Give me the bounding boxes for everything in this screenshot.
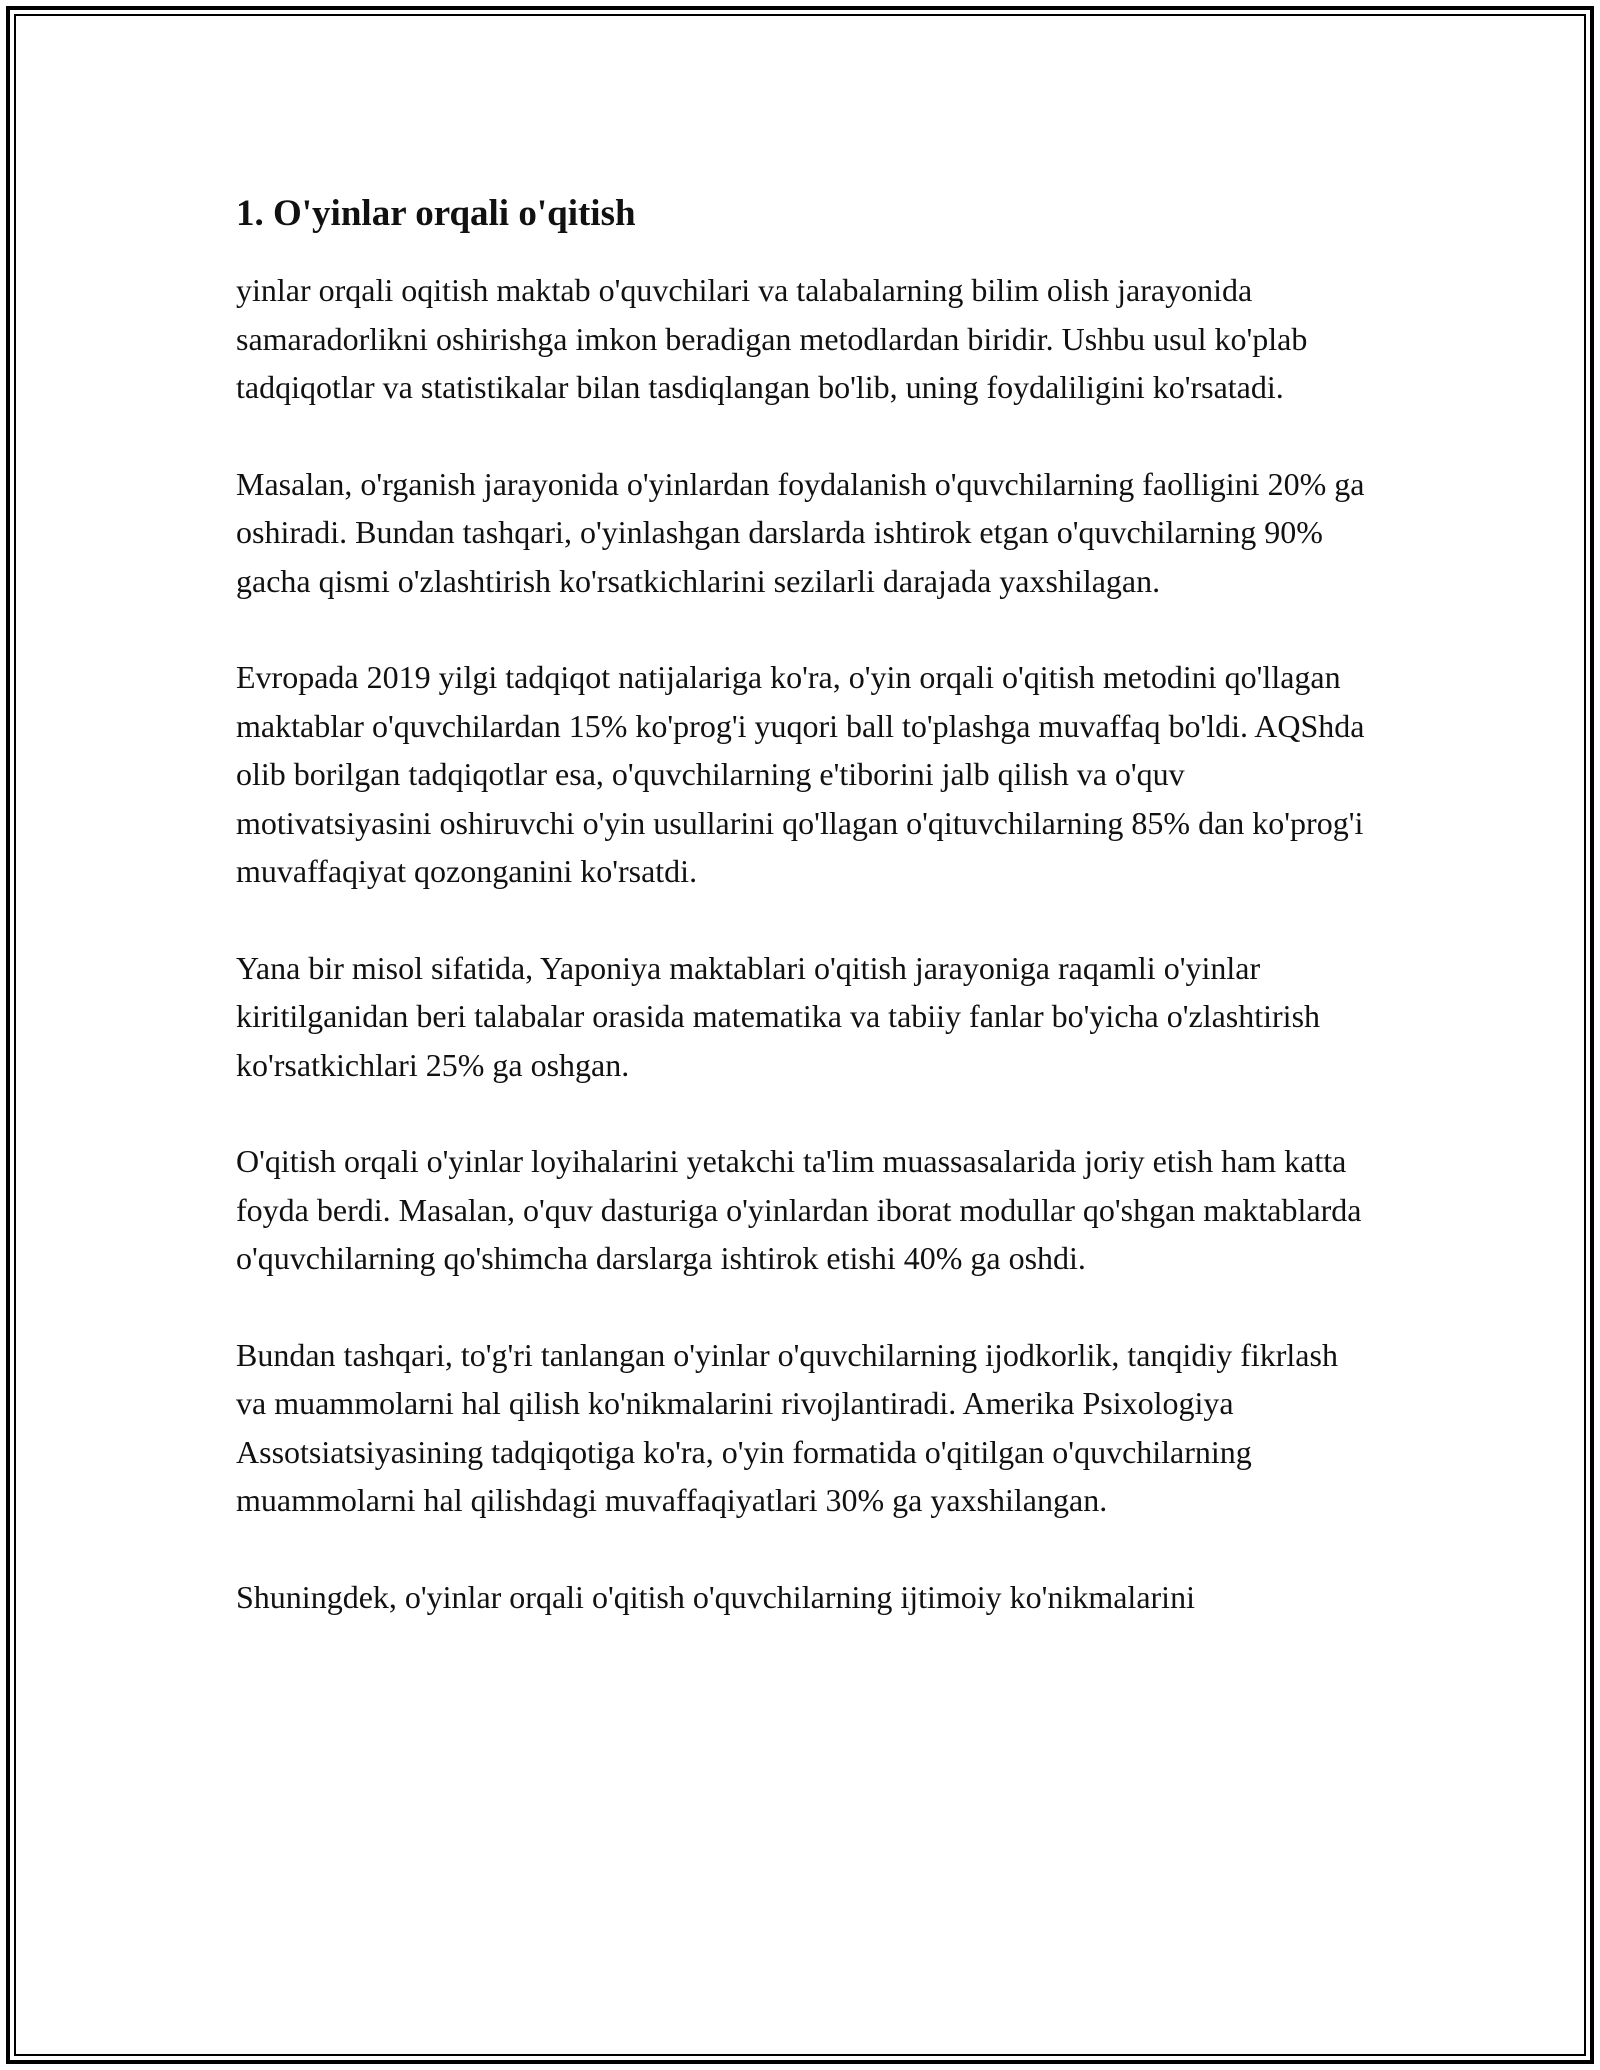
paragraph-europe-usa-research: Evropada 2019 yilgi tadqiqot natijalariga ko'ra, o'yin orqali o'qitish metodini qo'llagan maktablar o'quvchilardan 15% ko'prog'i yuqori ball to'plashga muvaffaq bo'ldi. AQShda olib borilgan tadqiqotlar esa, o'quvchilarning e'tiborini jalb qilish va o'quv motivatsiyasini oshiruvchi o'yin usullarini qo'llagan o'qituvchilarning 85% dan ko'prog'i muvaffaqiyat qozonganini ko'rsatdi. [236, 659, 1365, 889]
paragraph-institution-projects: O'qitish orqali o'yinlar loyihalarini yetakchi ta'lim muassasalarida joriy etish ham katta foyda berdi. Masalan, o'quv dasturiga o'yinlardan iborat modullar qo'shgan maktablarda o'quvchilarning qo'shimcha darslarga ishtirok etishi 40% ga oshdi. [236, 1143, 1362, 1276]
paragraph-social-skills: Shuningdek, o'yinlar orqali o'qitish o'quvchilarning ijtimoiy ko'nikmalarini [236, 1578, 1195, 1615]
paragraph-skills-development: Bundan tashqari, to'g'ri tanlangan o'yinlar o'quvchilarning ijodkorlik, tanqidiy fikrlash va muammolarni hal qilish ko'nikmalarini rivojlantiradi. Amerika Psixologiya Assotsiatsiyasining tadqiqotiga ko'ra, o'yin formatida o'qitilgan o'quvchilarning muammolarni hal qilishdagi muvaffaqiyatlari 30% ga yaxshilangan. [236, 1336, 1338, 1518]
section-heading: 1. O'yinlar orqali o'qitish [236, 193, 636, 234]
paragraph-intro: yinlar orqali oqitish maktab o'quvchilari va talabalarning bilim olish jarayonida samaradorlikni oshirishga imkon beradigan metodlardan biridir. Ushbu usul ko'plab tadqiqotlar va statistikalar bilan tasdiqlangan bo'lib, uning foydaliligini ko'rsatadi. [236, 272, 1308, 405]
paragraph-japan-example: Yana bir misol sifatida, Yaponiya maktablari o'qitish jarayoniga raqamli o'yinlar kiritilganidan beri talabalar orasida matematika va tabiiy fanlar bo'yicha o'zlashtirish ko'rsatkichlari 25% ga oshgan. [236, 949, 1321, 1083]
paragraph-activity-statistics: Masalan, o'rganish jarayonida o'yinlardan foydalanish o'quvchilarning faolligini 20% ga oshiradi. Bundan tashqari, o'yinlashgan darslarda ishtirok etgan o'quvchilarning 90% gacha qismi o'zlashtirish ko'rsatkichlarini sezilarli darajada yaxshilagan. [236, 465, 1365, 599]
document-body [236, 186, 1376, 1669]
